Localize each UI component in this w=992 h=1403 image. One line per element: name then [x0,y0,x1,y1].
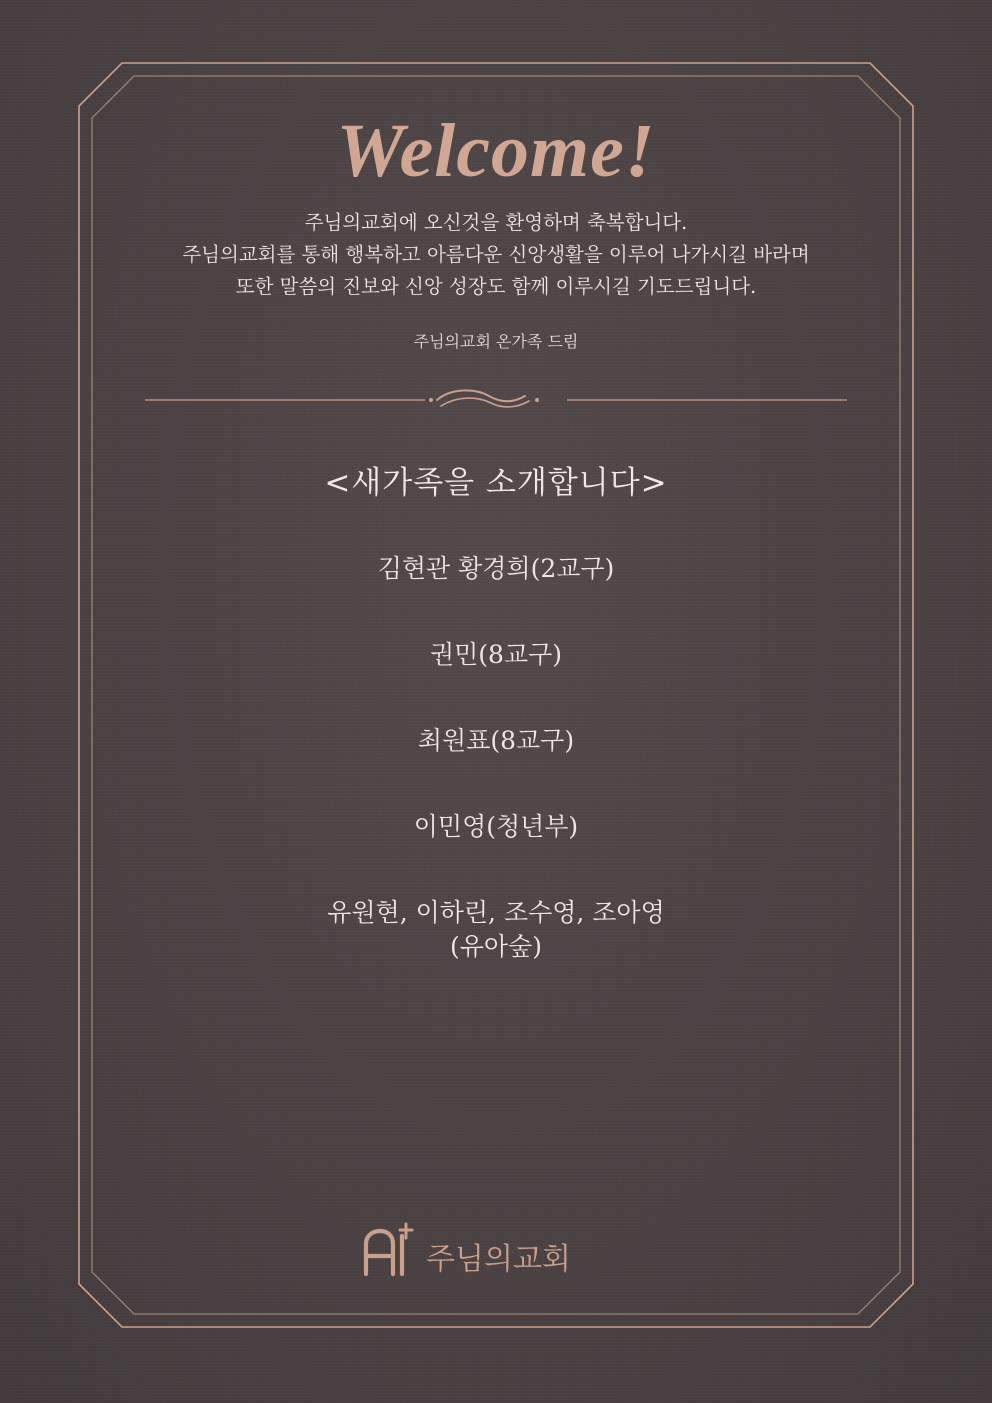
greeting-signature: 주님의교회 온가족 드림 [413,332,579,351]
list-item-group [0,896,992,964]
page-title: Welcome! [336,109,656,193]
group-department: (유아숲) [450,932,542,961]
list-item: 김현관 황경희(2교구) [377,554,615,583]
svg-text:주님의교회: 주님의교회 [426,1242,571,1277]
ornament-divider [145,382,847,418]
new-family-list [0,552,992,964]
greeting-line-2: 주님의교회를 통해 행복하고 아름다운 신앙생활을 이루어 나가시길 바라며 [182,243,810,266]
group-names: 유원현, 이하린, 조수영, 조아영 [327,898,665,927]
church-logo [0,1222,992,1289]
list-item: 이민영(청년부) [413,812,579,841]
greeting-line-3: 또한 말씀의 진보와 신앙 성장도 함께 이루시길 기도드립니다. [235,275,757,298]
greeting-text [0,207,992,303]
list-item: 권민(8교구) [429,640,562,669]
list-item: 최원표(8교구) [417,726,575,755]
greeting-line-1: 주님의교회에 오신것을 환영하며 축복합니다. [304,211,688,234]
section-title: <새가족을 소개합니다> [324,465,668,501]
